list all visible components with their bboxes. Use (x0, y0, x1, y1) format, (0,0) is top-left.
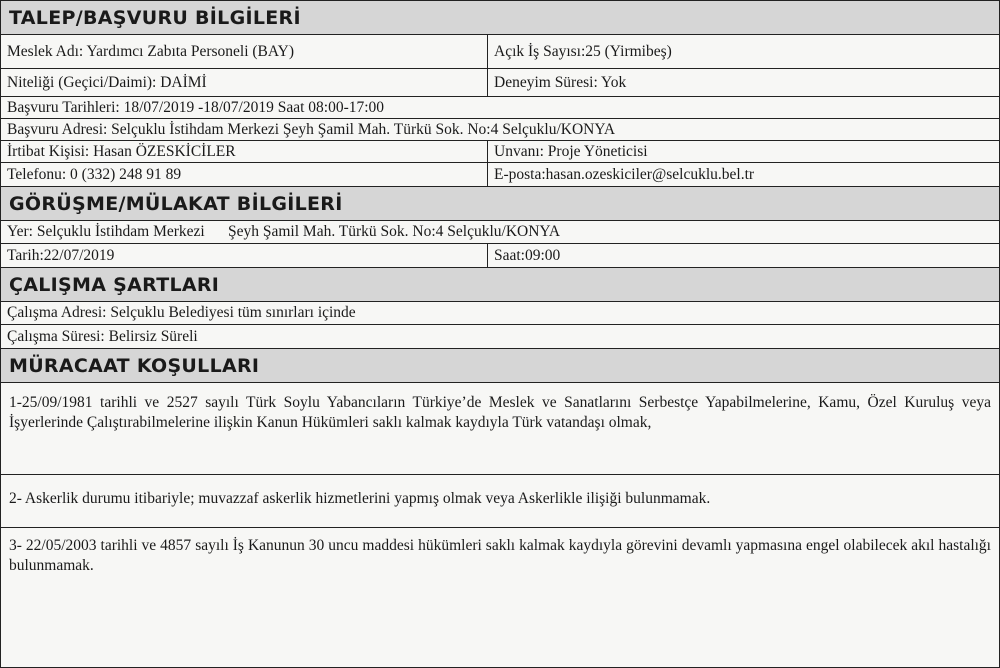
job-title: Meslek Adı: Yardımcı Zabıta Personeli (BAY) (1, 35, 488, 68)
row-type (1, 69, 999, 97)
row-job (1, 35, 999, 69)
requirement-2: 2- Askerlik durumu itibariyle; muvazzaf askerlik hizmetlerini yapmış olmak veya Askerlikle ilişiği bulunmamak. (1, 475, 999, 528)
row-place (1, 221, 999, 244)
work-duration: Çalışma Süresi: Belirsiz Süreli (7, 327, 198, 345)
open-positions: Açık İş Sayısı:25 (Yirmibeş) (494, 42, 672, 60)
requirement-1: 1-25/09/1981 tarihli ve 2527 sayılı Türk Soylu Yabancıların Türkiye’de Meslek ve Sanatlarını Serbestçe Yapabilmelerine, Kamu, Özel Kuruluş veya İşyerlerinde Çalıştırabilmelerine ilişkin Kanun Hükümleri saklı kalmak kaydıyla Türk vatandaşı olmak, (1, 383, 999, 475)
section-header-application: TALEP/BAŞVURU BİLGİLERİ (1, 1, 999, 35)
interview-place: Yer: Selçuklu İstihdam Merkezi Şeyh Şamil Mah. Türkü Sok. No:4 Selçuklu/KONYA (7, 223, 561, 240)
contact-phone: Telefonu: 0 (332) 248 91 89 (1, 163, 488, 186)
contact-email: E-posta:hasan.ozeskiciler@selcuklu.bel.tr (494, 165, 755, 183)
employment-type: Niteliği (Geçici/Daimi): DAİMİ (1, 69, 488, 96)
interview-time: Saat:09:00 (494, 246, 561, 264)
contact-title: Unvanı: Proje Yöneticisi (494, 142, 648, 160)
experience: Deneyim Süresi: Yok (494, 73, 627, 91)
row-phone (1, 163, 999, 187)
row-address (1, 119, 999, 141)
contact-person: İrtibat Kişisi: Hasan ÖZESKİCİLER (1, 141, 488, 162)
section-header-work: ÇALIŞMA ŞARTLARI (1, 268, 999, 302)
row-dates (1, 97, 999, 119)
application-dates: Başvuru Tarihleri: 18/07/2019 -18/07/2019 Saat 08:00-17:00 (7, 98, 385, 116)
interview-date: Tarih:22/07/2019 (1, 244, 488, 267)
work-address: Çalışma Adresi: Selçuklu Belediyesi tüm sınırları içinde (7, 304, 356, 321)
section-header-requirements: MÜRACAAT KOŞULLARI (1, 349, 999, 383)
row-datetime (1, 244, 999, 268)
application-address: Başvuru Adresi: Selçuklu İstihdam Merkezi Şeyh Şamil Mah. Türkü Sok. No:4 Selçuklu/KONYA (7, 120, 616, 138)
requirement-3: 3- 22/05/2003 tarihli ve 4857 sayılı İş Kanunun 30 uncu maddesi hükümleri saklı kalmak kaydıyla görevini devamlı yapmasına engel olabilecek akıl hastalığı bulunmamak. (9, 537, 991, 574)
section-header-interview: GÖRÜŞME/MÜLAKAT BİLGİLERİ (1, 187, 999, 221)
row-work-address (1, 302, 999, 325)
row-work-duration (1, 325, 999, 349)
row-contact (1, 141, 999, 163)
